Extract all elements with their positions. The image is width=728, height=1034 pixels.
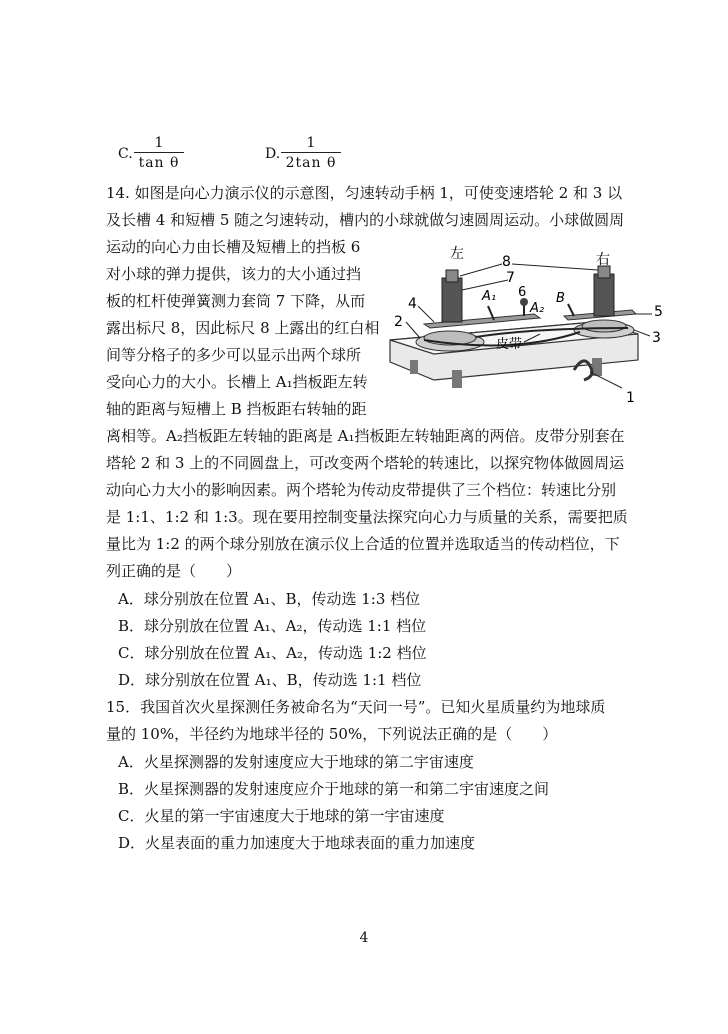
q14-line-6: 露出标尺 8，因此标尺 8 上露出的红白相 [106,319,380,337]
baffle-b [568,304,574,316]
option-d-label: D. [265,146,281,162]
option-c-denominator: tan θ [138,155,180,171]
label-8: 8 [502,254,511,270]
fraction-bar [281,152,341,153]
label-2: 2 [394,314,403,330]
q14-line-1: 14. 如图是向心力演示仪的示意图，匀速转动手柄 1，可使变速塔轮 2 和 3 以 [106,184,623,202]
q15-line-2: 量的 10%，半径约为地球半径的 50%，下列说法正确的是（ ） [106,725,558,743]
q15-option-a: A．火星探测器的发射速度应大于地球的第二宇宙速度 [118,753,474,771]
leader-line [590,372,622,388]
leader-line [460,264,502,276]
label-a1: A₁ [482,289,497,304]
q14-line-12: 动向心力大小的影响因素。两个塔轮为传动皮带提供了三个档位：转速比分别 [106,481,617,499]
q14-line-7: 间等分格子的多少可以显示出两个球所 [106,346,362,364]
spring-sleeve-left [442,278,462,322]
option-c-numerator: 1 [154,135,164,151]
q14-line-5: 板的杠杆使弹簧测力套筒 7 下降，从而 [106,292,366,310]
q14-line-11: 塔轮 2 和 3 上的不同圆盘上，可改变两个塔轮的转速比，以探究物体做圆周运 [106,454,625,472]
leg [452,370,462,388]
q14-line-14: 量比为 1:2 的两个球分别放在演示仪上合适的位置并选取适当的传动档位，下 [106,535,620,553]
q14-line-13: 是 1:1、1:2 和 1:3。现在要用控制变量法探究向心力与质量的关系，需要把质 [106,508,628,526]
label-right: 右 [596,252,610,268]
q14-line-2: 及长槽 4 和短槽 5 随之匀速转动，槽内的小球就做匀速圆周运动。小球做圆周 [106,211,625,229]
leg [410,360,418,374]
q14-line-10: 离相等。A₂挡板距左转轴的距离是 A₁挡板距左转轴距离的两倍。皮带分别套在 [106,427,625,445]
q14-option-a: A．球分别放在位置 A₁、B，传动选 1:3 档位 [118,590,421,608]
label-7: 7 [506,270,515,286]
label-4: 4 [408,296,417,312]
label-b: B [556,291,565,306]
q14-option-d: D．球分别放在位置 A₁、B，传动选 1:1 档位 [118,671,422,689]
q15-option-c: C．火星的第一宇宙速度大于地球的第一宇宙速度 [118,807,445,825]
q14-option-b: B．球分别放在位置 A₁、A₂，传动选 1:1 档位 [118,617,427,635]
q15-line-1: 15．我国首次火星探测任务被命名为“天问一号”。已知火星质量约为地球质 [106,698,606,716]
label-1: 1 [626,390,635,406]
leader-line [406,322,420,338]
q14-line-3: 运动的向心力由长槽及短槽上的挡板 6 [106,238,361,256]
label-belt: 皮带 [496,337,523,352]
leader-line [512,264,598,270]
label-5: 5 [654,304,663,320]
q14-option-c: C．球分别放在位置 A₁、A₂，传动选 1:2 档位 [118,644,427,662]
q15-option-d: D．火星表面的重力加速度大于地球表面的重力加速度 [118,834,476,852]
leader-line [418,306,434,322]
label-a2: A₂ [530,301,545,316]
option-d-denominator: 2tan θ [285,155,337,171]
q14-line-9: 轴的距离与短槽上 B 挡板距右转轴的距 [106,400,367,418]
label-left: 左 [450,246,464,262]
page-number: 4 [359,930,369,946]
q14-line-4: 对小球的弹力提供，该力的大小通过挡 [106,265,362,283]
centripetal-apparatus-figure [384,242,694,412]
fraction-bar [134,152,184,153]
label-3: 3 [652,330,661,346]
long-groove [424,314,540,328]
q15-option-b: B．火星探测器的发射速度应介于地球的第一和第二宇宙速度之间 [118,780,550,798]
tower-pulley-3-upper [582,320,626,332]
label-6: 6 [518,285,527,300]
q14-line-15: 列正确的是（ ） [106,562,242,580]
spring-sleeve-right [594,274,614,316]
ruler-left [446,270,458,282]
option-c-fraction [134,135,184,171]
q14-line-8: 受向心力的大小。长槽上 A₁挡板距左转 [106,373,368,391]
option-d-numerator: 1 [306,135,316,151]
option-c-label: C. [118,146,133,162]
option-d-fraction [281,135,341,171]
